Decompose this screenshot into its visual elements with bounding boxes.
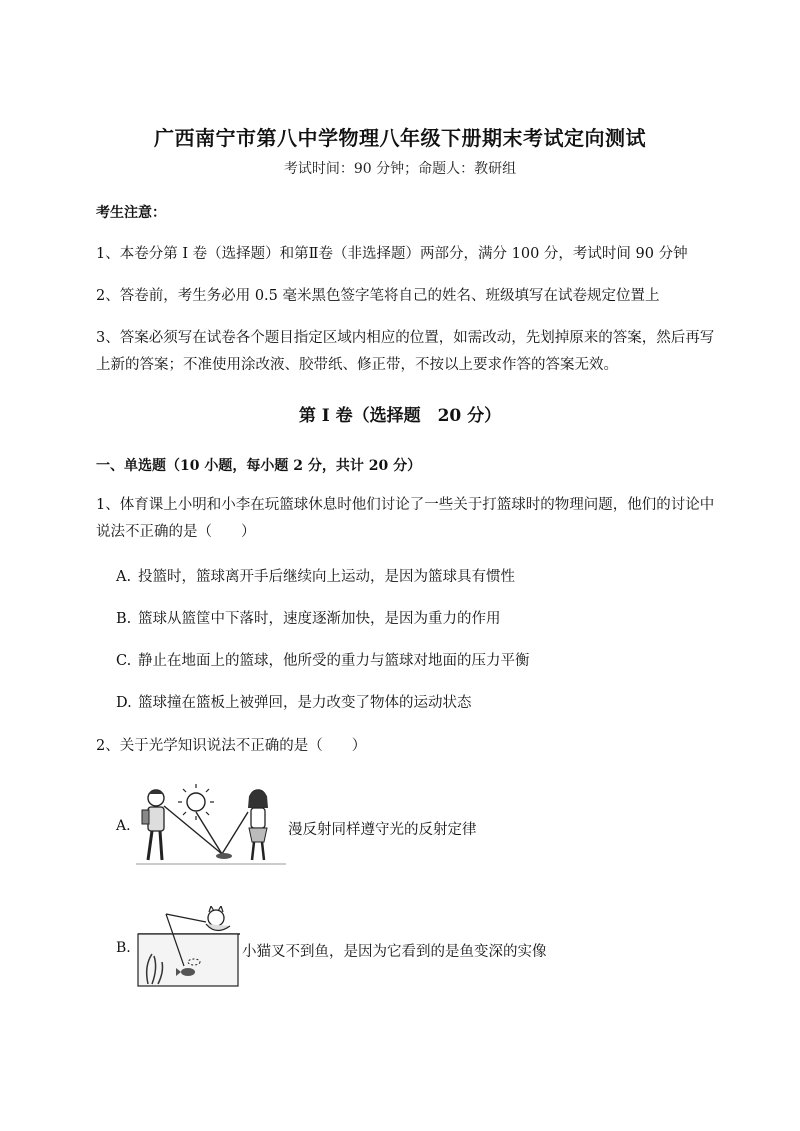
option-text: 篮球撞在篮板上被弹回，是力改变了物体的运动状态 bbox=[138, 695, 472, 711]
option-label: A. bbox=[116, 569, 132, 585]
cat-fishing-illustration bbox=[136, 906, 240, 988]
option-b bbox=[116, 607, 501, 628]
page-title: 广西南宁市第八中学物理八年级下册期末考试定向测试 bbox=[154, 126, 646, 150]
notice-item: 2、答卷前，考生务必用 0.5 毫米黑色签字笔将自己的姓名、班级填写在试卷规定位置上 bbox=[96, 288, 660, 304]
option-label: B. bbox=[116, 940, 131, 956]
option-label: A. bbox=[116, 818, 131, 834]
option-label: D. bbox=[116, 695, 132, 711]
notice-item: 1、本卷分第 I 卷（选择题）和第Ⅱ卷（非选择题）两部分，满分 100 分，考试时间 90 分钟 bbox=[96, 246, 688, 262]
notice-heading: 考生注意： bbox=[96, 205, 166, 221]
option-a bbox=[116, 565, 515, 586]
option-text: 漫反射同样遵守光的反射定律 bbox=[288, 822, 477, 838]
notice-item: 3、答案必须写在试卷各个题目指定区域内相应的位置，如需改动，先划掉原来的答案，然后再写上新的答案；不准使用涂改液、胶带纸、修正带，不按以上要求作答的答案无效。 bbox=[96, 330, 715, 373]
option-label: C. bbox=[116, 653, 132, 669]
section-title: 第 I 卷（选择题 20 分） bbox=[298, 406, 502, 426]
question-stem: 1、体育课上小明和小李在玩篮球休息时他们讨论了一些关于打篮球时的物理问题，他们的讨论中说法不正确的是（ ） bbox=[96, 497, 715, 540]
option-d bbox=[116, 691, 472, 712]
option-text: 静止在地面上的篮球，他所受的重力与篮球对地面的压力平衡 bbox=[138, 653, 530, 669]
part-heading: 一、单选题（10 小题，每小题 2 分，共计 20 分） bbox=[96, 458, 422, 474]
option-label: B. bbox=[116, 611, 132, 627]
question-stem: 2、关于光学知识说法不正确的是（ ） bbox=[96, 738, 367, 754]
option-text: 小猫叉不到鱼，是因为它看到的是鱼变深的实像 bbox=[242, 944, 547, 960]
option-c bbox=[116, 649, 530, 670]
option-text: 篮球从篮筐中下落时，速度逐渐加快，是因为重力的作用 bbox=[138, 611, 501, 627]
exam-info: 考试时间：90 分钟；命题人：教研组 bbox=[283, 161, 517, 177]
diffuse-reflection-illustration bbox=[136, 782, 286, 868]
option-text: 投篮时，篮球离开手后继续向上运动，是因为篮球具有惯性 bbox=[138, 569, 515, 585]
